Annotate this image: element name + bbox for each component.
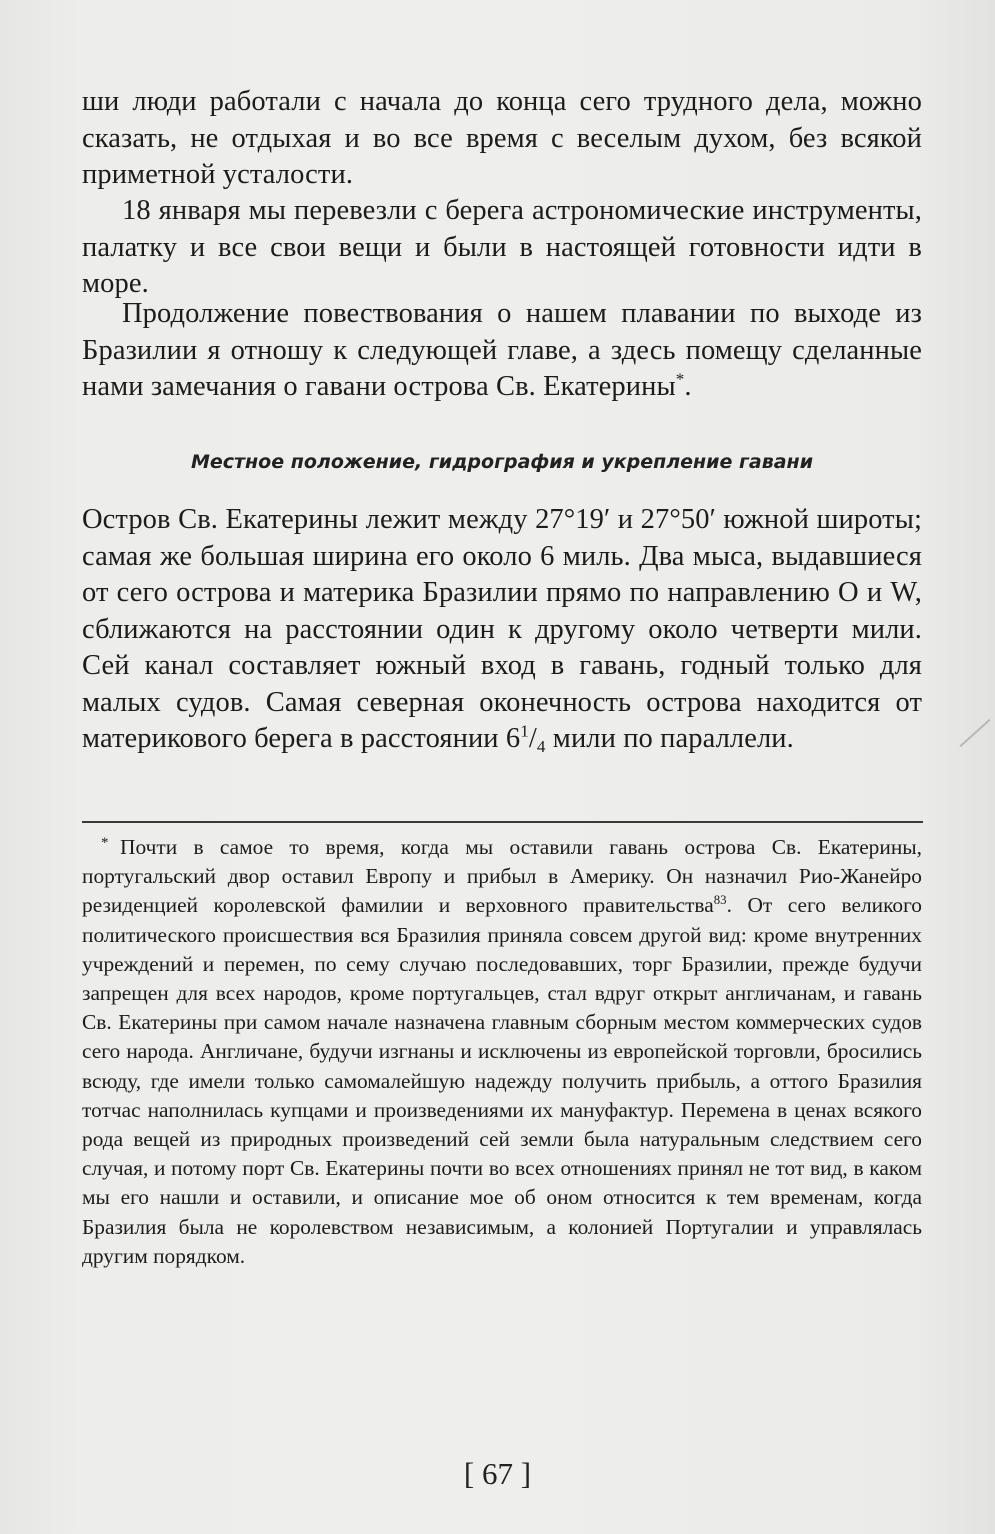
footnote-text-part-b: . От сего великого политического происшествия вся Бразилия приняла совсем другой вид: кроме внутренних учреждений и перемен, по сему случаю последовавших, торг Бразилии, прежде будучи запрещен для всех народов, кроме португальцев, стал вдруг открыт англичанам, и гавань Св. Екатерины при самом начале назначена главным сборным местом коммерческих судов сего народа. Англичане, будучи изгнаны и исключены из европейской торговли, бросились всюду, где имели только самомалейшую надежду получить прибыль, а оттого Бразилия тотчас наполнилась купцами и произведениями их мануфактур. Перемена в ценах всякого рода вещей из природных произведений сей земли была натуральным следствием сего случая, и потому порт Св. Екатерины почти во всех отношениях принял не тот вид, в каком мы его нашли и оставили, и описание мое об оном относится к тем временам, когда Бразилия была не королевством независимым, а колонией Португалии и управлялась другим порядком. [82, 893, 923, 1268]
paragraph-body [82, 296, 922, 406]
footnote [82, 833, 922, 1271]
section-heading: Местное положение, гидрография и укрепление гавани [190, 451, 814, 473]
paragraph-end-punctuation: . [684, 371, 692, 402]
scan-edge-mark [959, 719, 990, 747]
endnote-reference[interactable]: 83 [713, 893, 727, 908]
footnote-divider [82, 821, 923, 823]
paragraph-january-18 [82, 193, 922, 303]
paragraph-end: мили по параллели. [545, 723, 794, 754]
paragraph-continuation [82, 84, 922, 194]
footnote-reference-mark[interactable]: * [675, 369, 685, 389]
paragraph-continuation-note [82, 296, 922, 406]
paragraph-text: Продолжение повествования о нашем плавании по выходе из Бразилии я отношу к следующей главе, а здесь помещу сделанные нами замечания о гавани острова Св. Екатерины [82, 298, 922, 402]
fraction-numerator: 1 [520, 721, 529, 741]
footnote-text-part-a: Почти в самое то время, когда мы оставили гавань острова Св. Екатерины, португальский двор оставил Европу и прибыл в Америку. Он назначил Рио-Жанейро резиденцией королевской фамилии и верховного правительства [82, 835, 922, 918]
paragraph-body [82, 502, 922, 766]
paragraph-text: ши люди работали с начала до конца сего трудного дела, можно сказать, не отдыхая и во все время с веселым духом, без всякой приметной усталости. [82, 86, 922, 190]
paragraph-text: 18 января мы перевезли с берега астрономические инструменты, палатку и все свои вещи и были в настоящей готовности идти в море. [82, 195, 922, 299]
paragraph-island-description [82, 502, 922, 766]
fraction-denominator: 4 [536, 737, 546, 756]
page-number: [ 67 ] [463, 1456, 532, 1491]
paragraph-text: Остров Св. Екатерины лежит между 27°19′ и 27°50′ южной широты; самая же большая ширина его около 6 миль. Два мыса, выдавшиеся от сего острова и материка Бразилии прямо по направлению О и W, сближаются на расстоянии один к другому около четверти мили. Сей канал составляет южный вход в гавань, годный только для малых судов. Самая северная оконечность острова находится от материкового берега в расстоянии 6 [82, 504, 922, 754]
footnote-mark: * [101, 835, 109, 851]
footnote-body [82, 833, 922, 1271]
fraction-slash: / [528, 723, 537, 754]
